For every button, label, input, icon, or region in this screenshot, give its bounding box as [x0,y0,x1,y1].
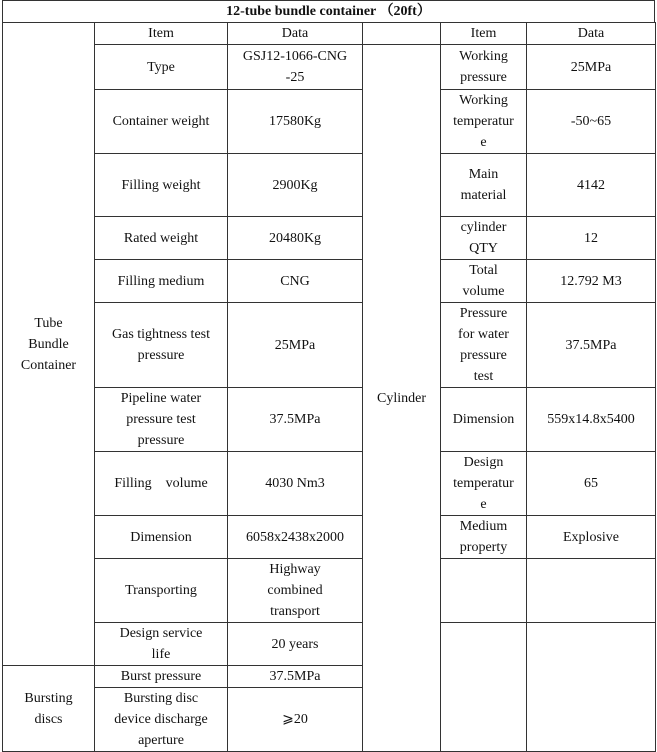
left-row-data: 20 years [228,623,363,666]
left-row-data: 20480Kg [228,217,363,260]
right-row-data: 37.5MPa [527,303,656,388]
right-row-item: Total volume [441,260,527,303]
right-row-data: -50~65 [527,90,656,154]
right-row-item: Working pressure [441,45,527,90]
right-row-data-empty [527,623,656,752]
left-row-data: 6058x2438x2000 [228,516,363,559]
bursting-row-item: Bursting disc device discharge aperture [95,688,228,752]
right-row-item: Design temperatur e [441,452,527,516]
cylinder-spacer-top [363,23,441,45]
right-row-item: Medium property [441,516,527,559]
left-row-data: CNG [228,260,363,303]
left-row-item: Type [95,45,228,90]
left-row-data: 17580Kg [228,90,363,154]
left-row-item: Container weight [95,90,228,154]
right-row-item: Working temperatur e [441,90,527,154]
right-row-item: cylinder QTY [441,217,527,260]
left-row-item: Pipeline water pressure test pressure [95,388,228,452]
left-row-data: Highway combined transport [228,559,363,623]
right-row-item-empty [441,559,527,623]
right-row-data: 12 [527,217,656,260]
right-row-item-empty [441,623,527,752]
right-row-data: Explosive [527,516,656,559]
right-row-data: 559x14.8x5400 [527,388,656,452]
left-row-data: GSJ12-1066-CNG -25 [228,45,363,90]
left-row-item: Gas tightness test pressure [95,303,228,388]
group-tube-bundle-container: Tube Bundle Container [3,23,95,666]
right-row-data: 65 [527,452,656,516]
right-row-item: Dimension [441,388,527,452]
spec-sheet [2,0,655,752]
group-bursting-discs: Bursting discs [3,666,95,752]
table-title: 12-tube bundle container （20ft） [2,0,655,22]
left-row-data: 2900Kg [228,154,363,217]
right-row-data: 4142 [527,154,656,217]
left-row-item: Transporting [95,559,228,623]
left-row-data: 4030 Nm3 [228,452,363,516]
left-header-item: Item [95,23,228,45]
left-row-item: Design service life [95,623,228,666]
left-row-item: Filling volume [95,452,228,516]
left-row-data: 37.5MPa [228,388,363,452]
left-row-item: Rated weight [95,217,228,260]
right-row-data-empty [527,559,656,623]
bursting-row-data: 37.5MPa [228,666,363,688]
right-row-data: 25MPa [527,45,656,90]
left-row-item: Dimension [95,516,228,559]
bursting-row-item: Burst pressure [95,666,228,688]
spec-table [2,22,656,752]
bursting-row-data: ⩾20 [228,688,363,752]
right-row-data: 12.792 M3 [527,260,656,303]
right-header-data: Data [527,23,656,45]
right-row-item: Main material [441,154,527,217]
left-header-data: Data [228,23,363,45]
left-row-data: 25MPa [228,303,363,388]
left-row-item: Filling medium [95,260,228,303]
left-row-item: Filling weight [95,154,228,217]
group-cylinder: Cylinder [363,45,441,752]
right-row-item: Pressure for water pressure test [441,303,527,388]
right-header-item: Item [441,23,527,45]
